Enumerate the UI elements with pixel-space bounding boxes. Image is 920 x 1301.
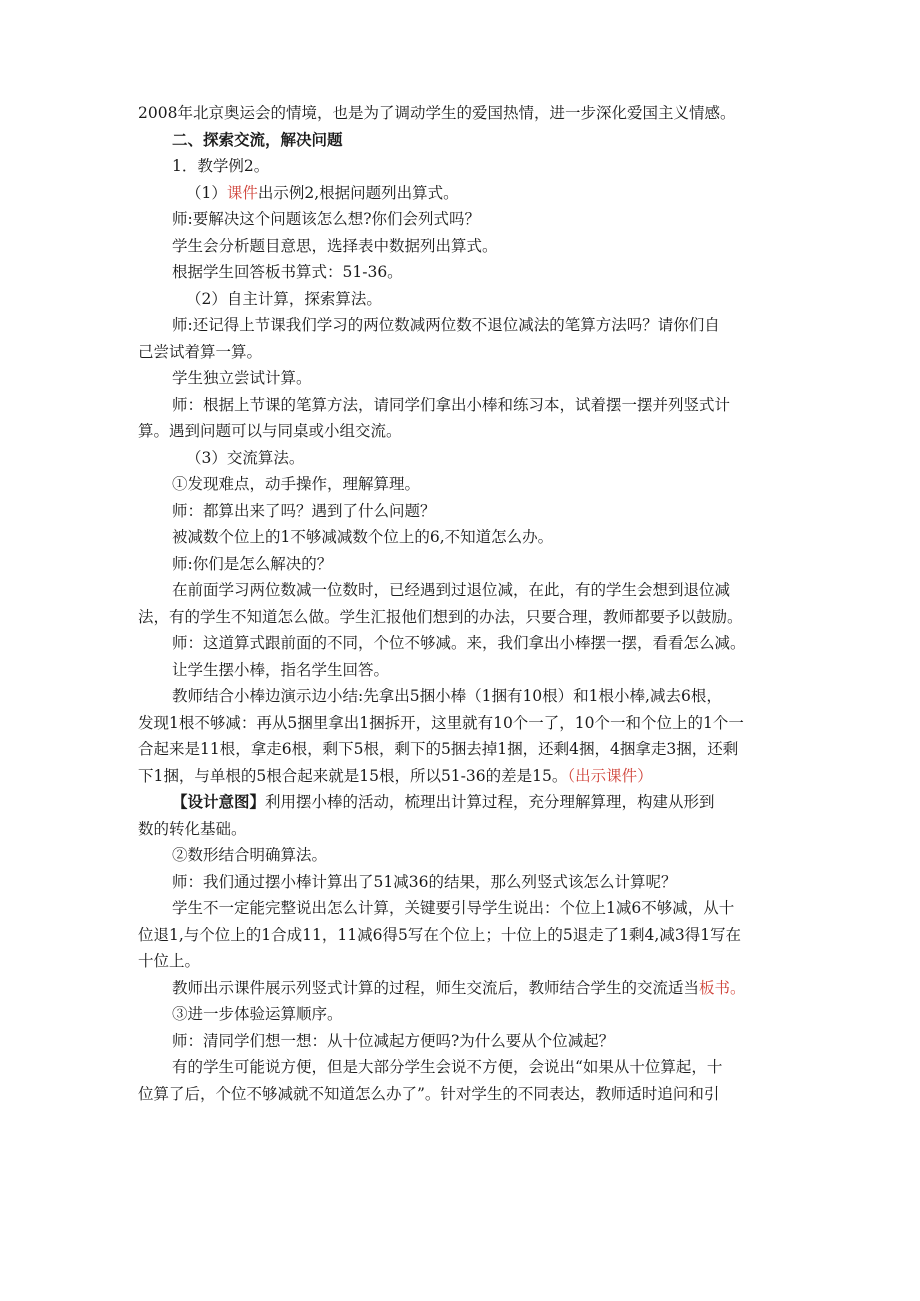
text-run: ③进一步体验运算顺序。 (172, 1005, 343, 1023)
paragraph-line (138, 392, 788, 419)
paragraph-line (138, 365, 788, 392)
text-run: 师：这道算式跟前面的不同，个位不够减。来，我们拿出小棒摆一摆，看看怎么减。 (172, 634, 746, 652)
paragraph-line (138, 127, 788, 154)
text-run: 师:要解决这个问题该怎么想?你们会列式吗？ (172, 210, 481, 228)
text-run: 数的转化基础。 (138, 819, 247, 838)
text-run: 法，有的学生不知道怎么做。学生汇报他们想到的办法，只要合理，教师都要予以鼓励。 (138, 607, 743, 626)
text-run: （3）交流算法。 (186, 448, 305, 467)
paragraph-line (138, 100, 788, 127)
text-run: ①发现难点，动手操作，理解算理。 (172, 475, 421, 493)
paragraph-line (138, 577, 788, 604)
text-run: 下1捆，与单根的5根合起来就是15根，所以51-36的差是15。 (138, 766, 568, 785)
paragraph-line (138, 1054, 788, 1081)
paragraph-line (138, 233, 788, 260)
text-run: 师:还记得上节课我们学习的两位数减两位数不退位减法的笔算方法吗？请你们自 (172, 316, 720, 334)
text-run: 学生不一定能完整说出怎么计算，关键要引导学生说出：个位上1减6不够减，从十 (172, 899, 735, 917)
paragraph-line (138, 869, 788, 896)
text-run: 合起来是11根，拿走6根，剩下5根，剩下的5捆去掉1捆，还剩4捆，4捆拿走3捆，还剩 (138, 740, 739, 758)
paragraph-line (138, 1001, 788, 1028)
paragraph-line (138, 842, 788, 869)
text-run: 师：都算出来了吗？遇到了什么问题？ (172, 501, 436, 520)
text-run: 师:你们是怎么解决的？ (172, 554, 333, 573)
text-run: ②数形结合明确算法。 (172, 846, 328, 864)
paragraph-line (138, 1081, 788, 1108)
paragraph-line (138, 816, 788, 843)
text-run: （1） (186, 183, 227, 202)
paragraph-line (138, 948, 788, 975)
paragraph-line (138, 180, 788, 207)
paragraph-line (138, 339, 788, 366)
highlight-text: 课件 (226, 183, 258, 202)
text-run: 利用摆小棒的活动，梳理出计算过程，充分理解算理，构建从形到 (265, 793, 715, 811)
text-run: 十位上。 (138, 952, 201, 970)
paragraph-line (138, 789, 788, 816)
paragraph-line (138, 1028, 788, 1055)
paragraph-line (138, 710, 788, 737)
highlight-text: 板书。 (699, 978, 746, 997)
text-run: 学生独立尝试计算。 (172, 369, 312, 387)
paragraph-line (138, 736, 788, 763)
paragraph-line (138, 206, 788, 233)
paragraph-line (138, 922, 788, 949)
paragraph-line (138, 498, 788, 525)
text-run: 教师结合小棒边演示边小结:先拿出5捆小棒（1捆有10根）和1根小棒,减去6根， (172, 687, 722, 705)
paragraph-line (138, 763, 788, 790)
text-run: 师：根据上节课的笔算方法，请同学们拿出小棒和练习本，试着摆一摆并列竖式计 (172, 395, 731, 414)
paragraph-line (138, 418, 788, 445)
text-run: 让学生摆小棒，指名学生回答。 (172, 660, 390, 679)
text-run: 师：清同学们想一想：从十位减起方便吗?为什么要从个位减起？ (172, 1031, 615, 1050)
bold-text: 【设计意图】 (172, 792, 266, 811)
text-run: 被减数个位上的1不够减减数个位上的6,不知道怎么办。 (172, 528, 554, 546)
paragraph-line (138, 895, 788, 922)
text-run: 位算了后，个位不够减就不知道怎么办了”。针对学生的不同表达，教师适时追问和引 (138, 1084, 720, 1103)
text-run: 1．教学例2。 (172, 157, 270, 175)
text-run: 师：我们通过摆小棒计算出了51减36的结果，那么列竖式该怎么计算呢？ (172, 872, 677, 891)
text-run: 根据学生回答板书算式：51-36。 (172, 263, 403, 281)
highlight-text: （出示课件） (567, 766, 653, 785)
text-run: 己尝试着算一算。 (138, 342, 263, 361)
text-run: 在前面学习两位数减一位数时，已经遇到过退位减，在此，有的学生会想到退位减 (172, 581, 731, 599)
paragraph-line (138, 286, 788, 313)
paragraph-line (138, 259, 788, 286)
paragraph-line (138, 445, 788, 472)
text-run: 算。遇到问题可以与同桌或小组交流。 (138, 422, 402, 440)
text-run: 2008年北京奥运会的情境，也是为了调动学生的爱国热情，进一步深化爱国主义情感。 (138, 104, 736, 122)
paragraph-line (138, 471, 788, 498)
paragraph-line (138, 524, 788, 551)
text-run: 出示例2,根据问题列出算式。 (257, 183, 459, 202)
text-run: 位退1,与个位上的1合成11，11减6得5写在个位上；十位上的5退走了1剩4,减3得1写在 (138, 925, 742, 944)
paragraph-line (138, 551, 788, 578)
paragraph-line (138, 975, 788, 1002)
text-run: 发现1根不够减：再从5捆里拿出1捆拆开，这里就有10个一了，10个一和个位上的1个一 (138, 713, 744, 732)
paragraph-line (138, 657, 788, 684)
paragraph-line (138, 153, 788, 180)
text-run: 二、探索交流，解决问题 (172, 129, 343, 149)
text-run: 教师出示课件展示列竖式计算的过程，师生交流后，教师结合学生的交流适当 (172, 978, 700, 997)
text-run: 有的学生可能说方便，但是大部分学生会说不方便，会说出“如果从十位算起，十 (172, 1058, 723, 1076)
paragraph-line (138, 604, 788, 631)
paragraph-line (138, 683, 788, 710)
text-run: 学生会分析题目意思，选择表中数据列出算式。 (172, 236, 498, 255)
text-run: （2）自主计算，探索算法。 (186, 289, 382, 308)
document-page (138, 100, 788, 1107)
paragraph-line (138, 630, 788, 657)
paragraph-line (138, 312, 788, 339)
